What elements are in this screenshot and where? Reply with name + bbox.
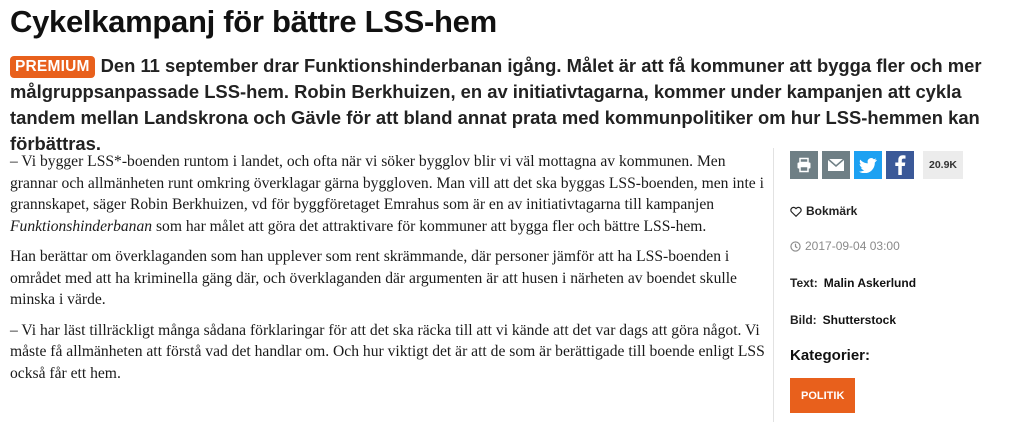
campaign-name: Funktionshinderbanan	[10, 217, 153, 235]
publish-date	[790, 239, 900, 253]
bookmark-button[interactable]	[790, 204, 857, 218]
print-button[interactable]	[790, 151, 818, 179]
printer-icon	[796, 157, 812, 173]
facebook-button[interactable]	[886, 151, 914, 179]
twitter-icon	[859, 158, 877, 173]
share-bar	[790, 151, 963, 179]
article-title: Cykelkampanj för bättre LSS-hem	[10, 4, 497, 39]
twitter-button[interactable]	[854, 151, 882, 179]
paragraph-1	[10, 151, 770, 237]
author-name: Malin Askerlund	[823, 276, 917, 290]
mail-button[interactable]	[822, 151, 850, 179]
categories-heading: Kategorier:	[790, 347, 871, 364]
paragraph-1-end: som har målet att göra det attraktivare för kommuner att bygga fler och bättre LSS-hem.	[152, 217, 707, 235]
mail-icon	[827, 158, 845, 172]
share-count: 20.9K	[923, 151, 963, 179]
bookmark-label: Bokmärk	[806, 204, 858, 218]
lead-text: Den 11 september drar Funktionshinderbanan igång. Målet är att få kommuner att bygga fler och mer målgruppsanpassade LSS-hem. Robin Berkhuizen, en av initiativtagarna, kommer under kampanjen att cykla tandem mellan Landskrona och Gävle för att bland annat prata med kommunpolitiker om hur LSS-hemmen kan förbättras.	[10, 55, 982, 154]
author-row	[790, 276, 916, 290]
category-tag-politik[interactable]: POLITIK	[790, 378, 855, 413]
paragraph-1-start: – Vi bygger LSS*-boenden runtom i landet, och ofta när vi söker bygglov blir vi väl mottagna av kommunen. Men grannar och allmänheten runt omkring överklagar gärna byggloven. Man vill att det ska byggas LSS-boenden, men inte i grannskapet, säger Robin Berkhuizen, vd för byggföretaget Emrahus som är en av initiativtagarna till kampanjen	[10, 153, 764, 213]
photo-credit-row	[790, 313, 896, 327]
photo-credit: Shutterstock	[822, 313, 897, 327]
clock-icon	[790, 241, 801, 252]
paragraph-2: Han berättar om överklaganden som han upplever som rent skrämmande, där personer jämför att ha LSS-boenden i området med att ha kriminella gäng där, och överklaganden där argumenten är att husen i närheten av boendet skulle minska i värde.	[10, 248, 737, 308]
facebook-icon	[894, 155, 906, 175]
premium-badge: PREMIUM	[10, 56, 95, 78]
article-lead	[10, 53, 1010, 157]
article-body	[10, 151, 770, 393]
photo-label: Bild:	[790, 313, 817, 327]
heart-icon	[790, 206, 802, 217]
date-text: 2017-09-04 03:00	[805, 239, 900, 253]
paragraph-3: – Vi har läst tillräckligt många sådana förklaringar för att det ska räcka till att vi kände att det var dags att göra något. Vi måste få allmänheten att förstå vad det handlar om. Och hur viktigt det är att de som är berättigade till boende enligt LSS också får ett hem.	[10, 321, 765, 382]
sidebar-divider	[773, 148, 774, 422]
author-label: Text:	[790, 276, 818, 290]
